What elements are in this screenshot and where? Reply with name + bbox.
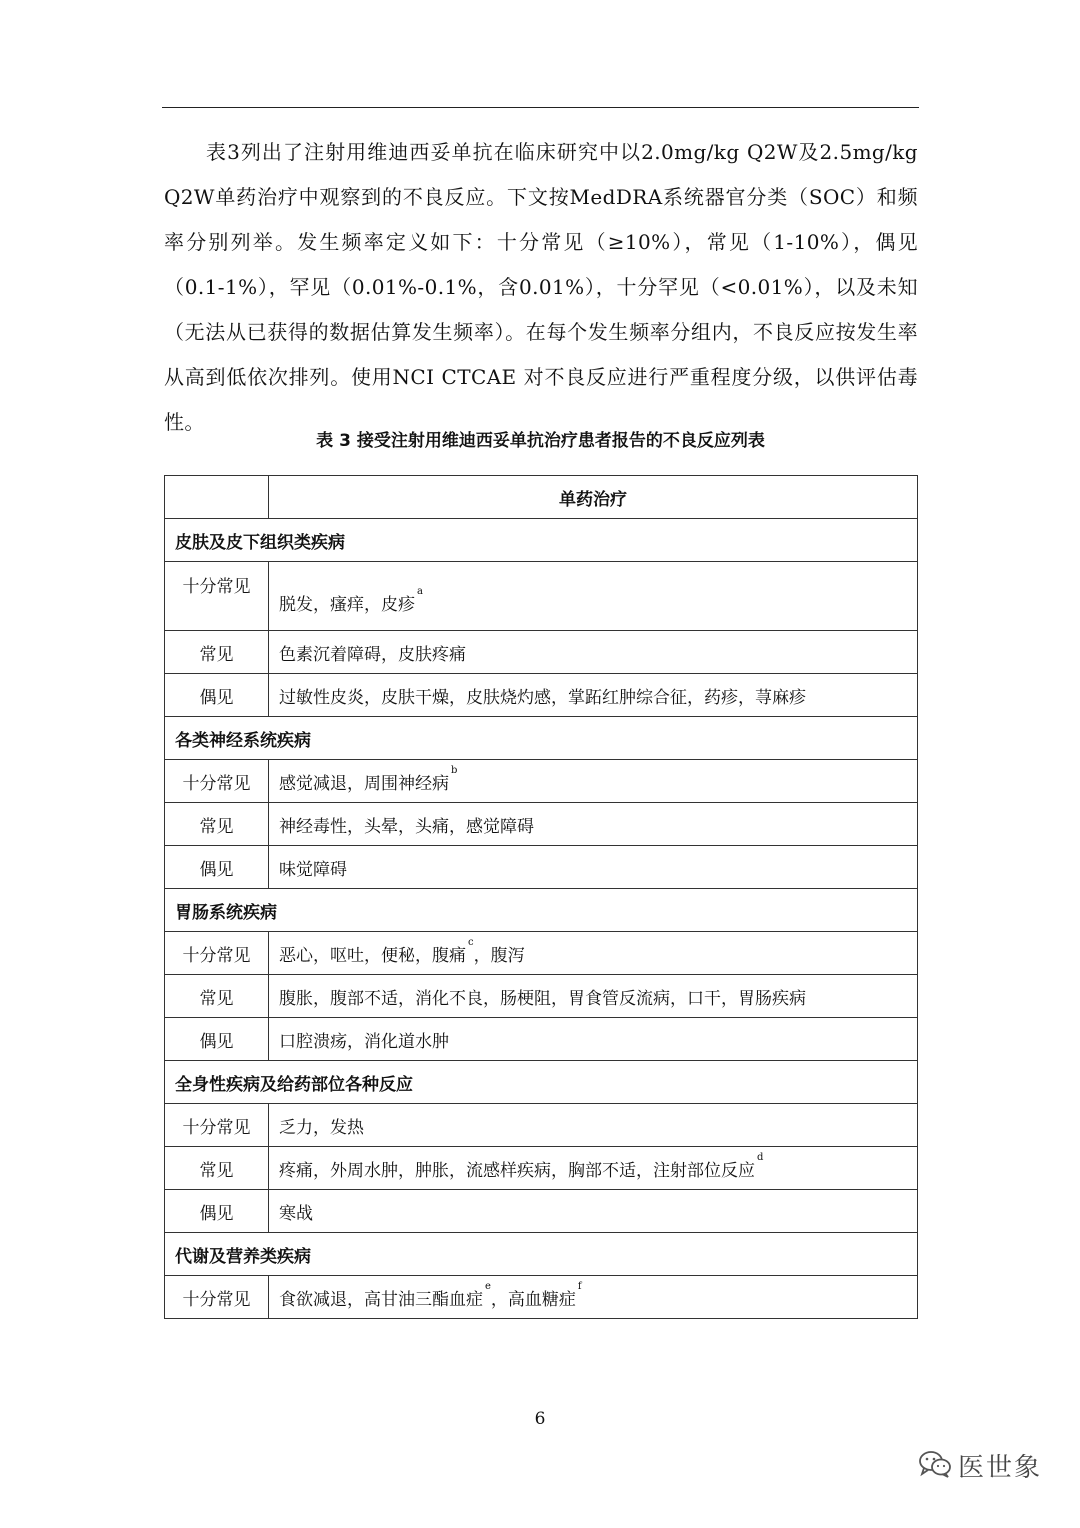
frequency-cell: 偶见	[165, 674, 269, 717]
frequency-cell: 常见	[165, 975, 269, 1018]
page-number: 6	[534, 1409, 546, 1429]
frequency-cell: 偶见	[165, 1018, 269, 1061]
table-header-row	[165, 476, 918, 519]
frequency-cell: 十分常见	[165, 760, 269, 803]
terms-cell: 寒战	[269, 1190, 918, 1233]
frequency-cell: 常见	[165, 1147, 269, 1190]
terms-text: 感觉减退，周围神经病	[279, 773, 449, 794]
terms-text: 恶心，呕吐，便秘，腹痛	[279, 945, 466, 966]
terms-cell	[269, 1276, 918, 1319]
table-row	[165, 1104, 918, 1147]
terms-text: 疼痛，外周水肿，肿胀，流感样疾病，胸部不适，注射部位反应	[279, 1160, 755, 1181]
frequency-cell: 常见	[165, 631, 269, 674]
soc-label: 各类神经系统疾病	[165, 717, 918, 760]
frequency-cell: 十分常见	[165, 1276, 269, 1319]
table-row	[165, 846, 918, 889]
terms-text: ，腹泻	[473, 945, 525, 966]
footnote-marker: f	[577, 1280, 582, 1292]
frequency-cell: 常见	[165, 803, 269, 846]
table-row	[165, 1147, 918, 1190]
soc-label: 代谢及营养类疾病	[165, 1233, 918, 1276]
header-monotherapy: 单药治疗	[269, 476, 918, 519]
terms-cell	[269, 562, 918, 631]
table-row	[165, 1018, 918, 1061]
soc-label: 胃肠系统疾病	[165, 889, 918, 932]
soc-label: 皮肤及皮下组织类疾病	[165, 519, 918, 562]
soc-row	[165, 1233, 918, 1276]
terms-cell	[269, 1147, 918, 1190]
table-row	[165, 975, 918, 1018]
table-row	[165, 760, 918, 803]
footnote-marker: a	[417, 585, 423, 597]
intro-paragraph: 表3列出了注射用维迪西妥单抗在临床研究中以2.0mg/kg Q2W及2.5mg/kg Q2W单药治疗中观察到的不良反应。下文按MedDRA系统器官分类（SOC）和频率分别列举。发生频率定义如下：十分常见（≥10%），常见（1-10%），偶见（0.1-1%），罕见（0.01%-0.1%，含0.01%），十分罕见（<0.01%），以及未知（无法从已获得的数据估算发生频率）。在每个发生频率分组内，不良反应按发生率从高到低依次排列。使用NCI CTCAE 对不良反应进行严重程度分级，以供评估毒性。	[164, 140, 918, 434]
wechat-icon	[918, 1449, 952, 1483]
terms-cell: 神经毒性，头晕，头痛，感觉障碍	[269, 803, 918, 846]
soc-label: 全身性疾病及给药部位各种反应	[165, 1061, 918, 1104]
soc-row	[165, 1061, 918, 1104]
header-rule	[162, 107, 919, 108]
table-row	[165, 932, 918, 975]
frequency-cell: 偶见	[165, 1190, 269, 1233]
soc-row	[165, 519, 918, 562]
terms-cell: 色素沉着障碍，皮肤疼痛	[269, 631, 918, 674]
soc-row	[165, 889, 918, 932]
frequency-cell: 十分常见	[165, 562, 269, 631]
footnote-marker: d	[757, 1151, 764, 1163]
frequency-cell: 十分常见	[165, 1104, 269, 1147]
terms-cell: 腹胀，腹部不适，消化不良，肠梗阻，胃食管反流病，口干，胃肠疾病	[269, 975, 918, 1018]
terms-cell: 口腔溃疡，消化道水肿	[269, 1018, 918, 1061]
table-row	[165, 803, 918, 846]
table-row	[165, 1276, 918, 1319]
table-caption: 表 3 接受注射用维迪西妥单抗治疗患者报告的不良反应列表	[316, 431, 765, 451]
terms-cell: 过敏性皮炎，皮肤干燥，皮肤烧灼感，掌跖红肿综合征，药疹，荨麻疹	[269, 674, 918, 717]
terms-cell	[269, 932, 918, 975]
table-row	[165, 631, 918, 674]
table-row	[165, 1190, 918, 1233]
frequency-cell: 十分常见	[165, 932, 269, 975]
footnote-marker: e	[485, 1280, 491, 1292]
watermark	[918, 1447, 1042, 1484]
table-row	[165, 674, 918, 717]
footnote-marker: c	[468, 936, 474, 948]
adverse-reaction-table	[164, 475, 918, 1319]
soc-row	[165, 717, 918, 760]
terms-cell: 乏力，发热	[269, 1104, 918, 1147]
terms-cell: 味觉障碍	[269, 846, 918, 889]
footnote-marker: b	[451, 764, 458, 776]
frequency-cell: 偶见	[165, 846, 269, 889]
terms-cell	[269, 760, 918, 803]
header-empty-cell	[165, 476, 269, 519]
watermark-text: 医世象	[957, 1453, 1042, 1483]
terms-text: 食欲减退，高甘油三酯血症	[279, 1289, 483, 1310]
terms-text: 脱发，瘙痒，皮疹	[279, 594, 415, 615]
table-row	[165, 562, 918, 631]
terms-text: ，高血糖症	[490, 1289, 576, 1310]
